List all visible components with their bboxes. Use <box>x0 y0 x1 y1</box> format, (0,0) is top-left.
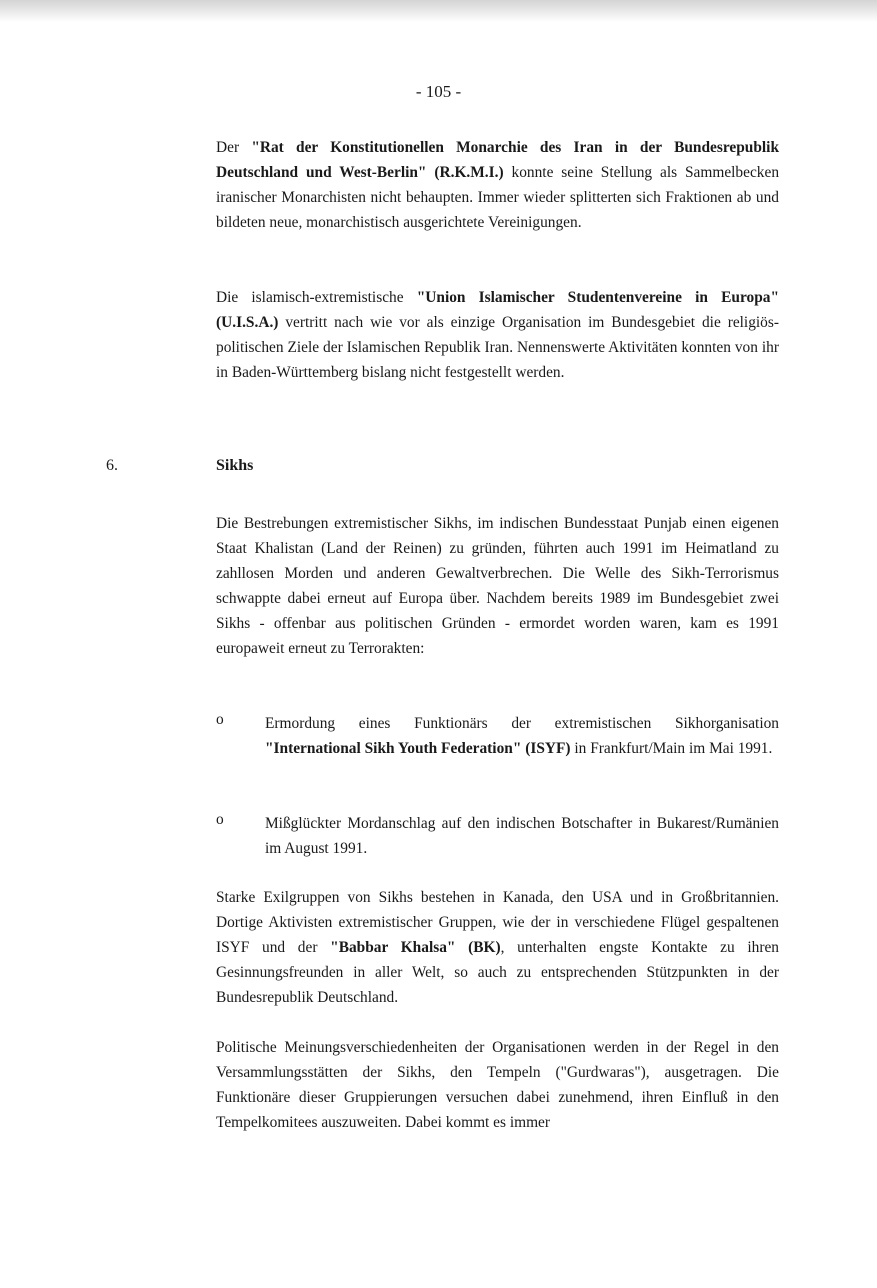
paragraph-exilgruppen-organisation: "Babbar Khalsa" (BK) <box>330 939 501 956</box>
bullet-marker: o <box>216 811 224 828</box>
scan-top-edge <box>0 0 877 22</box>
paragraph-rkmi <box>216 135 779 235</box>
bullet-item-isyf <box>265 711 779 761</box>
paragraph-exilgruppen-text-end: , unterhalten engste Kontakte zu ihren Gesinnungsfreunden in aller Welt, so auch zu entsprechenden Stützpunkten in der Bundesrepublik Deutschland. <box>216 939 780 1006</box>
paragraph-rkmi-organisation: "Rat der Konstitutionellen Monarchie des Iran in der Bundesrepublik Deutschland und West-Berlin" (R.K.M.I.) <box>216 139 780 181</box>
bullet-item-isyf-organisation: "International Sikh Youth Federation" (ISYF) <box>265 740 571 757</box>
paragraph-uisa-text-end: vertritt nach wie vor als einzige Organisation im Bundesgebiet die religiös-politischen Ziele der Islamischen Republik Iran. Nennenswerte Aktivitäten konnten von ihr in Baden-Württemberg bislang nicht festgestellt werden. <box>216 314 779 381</box>
section-number: 6. <box>106 457 118 474</box>
bullet-item-bukarest: Mißglückter Mordanschlag auf den indischen Botschafter in Bukarest/Rumänien im August 1991. <box>265 815 779 857</box>
paragraph-exilgruppen-text-start: Starke Exilgruppen von Sikhs bestehen in Kanada, den USA und in Großbritannien. Dortige Aktivisten extremistischer Gruppen, wie der in verschiedene Flügel gespaltenen ISYF und der <box>216 889 779 956</box>
bullet-marker: o <box>216 711 224 728</box>
bullet-item-isyf-text-end: in Frankfurt/Main im Mai 1991. <box>570 740 773 757</box>
paragraph-rkmi-text-start: Der <box>216 139 252 156</box>
page-number: - 105 - <box>415 82 462 101</box>
paragraph-rkmi-text-end: konnte seine Stellung als Sammelbecken iranischer Monarchisten nicht behaupten. Immer wieder splitterten sich Fraktionen ab und bildeten neue, monarchistisch ausgerichtete Vereinigungen. <box>216 164 780 231</box>
paragraph-uisa <box>216 285 779 385</box>
bullet-item-isyf-text-start: Ermordung eines Funktionärs der extremistischen Sikhorganisation <box>265 715 779 732</box>
paragraph-sikh-terror: Die Bestrebungen extremistischer Sikhs, im indischen Bundesstaat Punjab einen eigenen Staat Khalistan (Land der Reinen) zu gründen, führten auch 1991 im Heimatland zu zahllosen Morden und anderen Gewaltverbrechen. Die Welle des Sikh-Terrorismus schwappte dabei erneut auf Europa über. Nachdem bereits 1989 im Bundesgebiet zwei Sikhs - offenbar aus politischen Gründen - ermordet worden waren, kam es 1991 europaweit erneut zu Terrorakten: <box>216 515 779 657</box>
section-title: Sikhs <box>216 457 254 474</box>
paragraph-meinungsverschiedenheiten: Politische Meinungsverschiedenheiten der Organisationen werden in der Regel in den Versammlungsstätten der Sikhs, den Tempeln ("Gurdwaras"), ausgetragen. Die Funktionäre dieser Gruppierungen versuchen dabei zunehmend, ihren Einfluß in den Tempelkomitees auszuweiten. Dabei kommt es immer <box>216 1039 779 1131</box>
paragraph-exilgruppen <box>216 885 779 1010</box>
paragraph-uisa-text-start: Die islamisch-extremistische <box>216 289 417 306</box>
paragraph-uisa-organisation: "Union Islamischer Studentenvereine in Europa" (U.I.S.A.) <box>216 289 779 331</box>
